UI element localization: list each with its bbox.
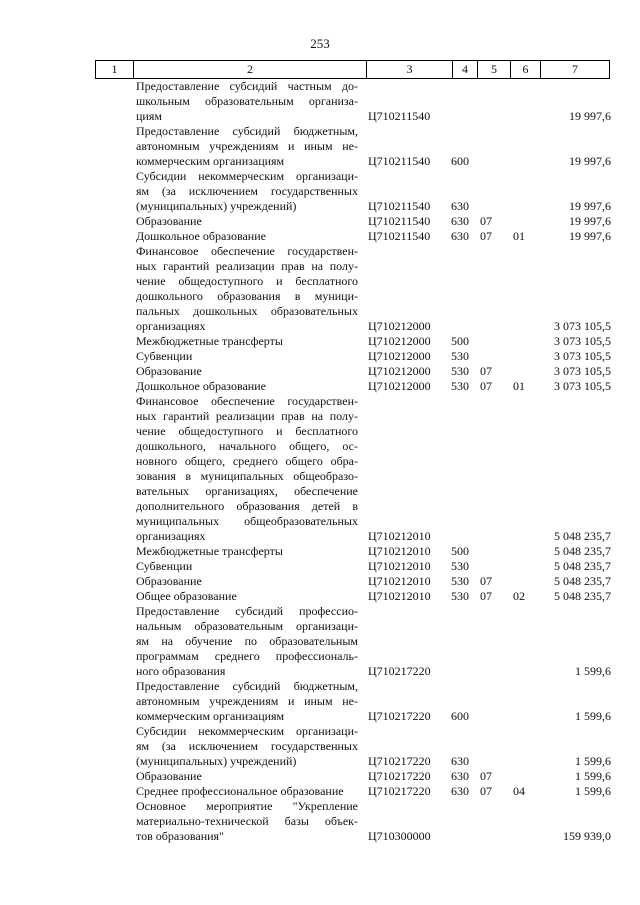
row-name	[136, 589, 362, 604]
row-name-line: Финансовое обеспечение государствен-	[136, 394, 358, 408]
row-name-line: школьным образовательным организа-	[136, 94, 358, 108]
row-code: Ц710211540	[368, 199, 431, 213]
row-code: Ц710212000	[368, 334, 431, 348]
table-row	[136, 214, 616, 229]
row-name-line: (муниципальных) учреждений)	[136, 199, 297, 213]
row-name-line: дошкольного, начального общего, ос-	[136, 439, 358, 453]
row-code: Ц710212010	[368, 574, 431, 588]
row-expense-type: 500	[451, 334, 469, 348]
row-name-line: (муниципальных) учреждений)	[136, 754, 297, 768]
row-name-line: ного образования	[136, 664, 226, 678]
row-name-line: циям	[136, 109, 162, 123]
row-code: Ц710217220	[368, 784, 431, 798]
row-sum: 19 997,6	[569, 199, 611, 213]
row-sum: 19 997,6	[569, 154, 611, 168]
row-name	[136, 124, 362, 169]
row-expense-type: 530	[451, 349, 469, 363]
row-name-line: ям (за исключением государственных	[136, 184, 358, 198]
row-sum: 3 073 105,5	[554, 364, 611, 378]
row-code: Ц710211540	[368, 214, 431, 228]
row-name-line: коммерческим организациям	[136, 709, 285, 723]
table-row	[136, 394, 616, 544]
row-name-line: Образование	[136, 364, 202, 378]
row-sum: 5 048 235,7	[554, 544, 611, 558]
row-name-line: Предоставление субсидий частным до-	[136, 79, 358, 93]
row-code: Ц710212010	[368, 529, 431, 543]
table-row	[136, 604, 616, 679]
row-name-line: Межбюджетные трансферты	[136, 334, 283, 348]
row-subsection: 01	[513, 379, 525, 393]
row-code: Ц710300000	[368, 829, 431, 843]
table-body	[136, 79, 616, 844]
header-col-6: 6	[510, 61, 540, 78]
table-row	[136, 79, 616, 124]
row-code: Ц710212010	[368, 559, 431, 573]
row-sum: 19 997,6	[569, 109, 611, 123]
table-row	[136, 379, 616, 394]
header-col-2: 2	[133, 61, 366, 78]
table-row	[136, 169, 616, 214]
row-name-line: Образование	[136, 574, 202, 588]
row-name-line: Субвенции	[136, 559, 193, 573]
row-name-line: вательных организациях, обеспечение	[136, 484, 358, 498]
row-name	[136, 364, 362, 379]
row-sum: 3 073 105,5	[554, 334, 611, 348]
row-code: Ц710212000	[368, 319, 431, 333]
row-name-line: ных гарантий реализации прав на полу-	[136, 259, 358, 273]
row-sum: 3 073 105,5	[554, 319, 611, 333]
table-row	[136, 364, 616, 379]
row-name	[136, 349, 362, 364]
row-name-line: коммерческим организациям	[136, 154, 285, 168]
row-name-line: программам среднего профессиональ-	[136, 649, 358, 663]
row-sum: 1 599,6	[575, 664, 611, 678]
row-code: Ц710217220	[368, 769, 431, 783]
row-code: Ц710211540	[368, 154, 431, 168]
table-row	[136, 334, 616, 349]
row-sum: 5 048 235,7	[554, 529, 611, 543]
row-sum: 1 599,6	[575, 784, 611, 798]
row-section: 07	[480, 589, 492, 603]
row-name-line: чение общедоступного и бесплатного	[136, 274, 358, 288]
row-name-line: чение общедоступного и бесплатного	[136, 424, 358, 438]
row-name-line: пальных дошкольных образовательных	[136, 304, 358, 318]
row-sum: 3 073 105,5	[554, 379, 611, 393]
row-section: 07	[480, 364, 492, 378]
row-name-line: ям (за исключением государственных	[136, 739, 358, 753]
row-name-line: Образование	[136, 769, 202, 783]
row-name-line: Предоставление субсидий бюджетным,	[136, 679, 358, 693]
row-expense-type: 530	[451, 589, 469, 603]
row-subsection: 01	[513, 229, 525, 243]
row-name-line: Субсидии некоммерческим организаци-	[136, 724, 358, 738]
row-name-line: Субсидии некоммерческим организаци-	[136, 169, 358, 183]
row-name	[136, 214, 362, 229]
row-expense-type: 630	[451, 754, 469, 768]
table-row	[136, 589, 616, 604]
row-code: Ц710212010	[368, 589, 431, 603]
row-name-line: ных гарантий реализации прав на полу-	[136, 409, 358, 423]
row-name-line: тов образования"	[136, 829, 224, 843]
row-section: 07	[480, 784, 492, 798]
row-sum: 1 599,6	[575, 754, 611, 768]
table-row	[136, 574, 616, 589]
header-col-3: 3	[366, 61, 452, 78]
row-name-line: автономным учреждениям и иным не-	[136, 139, 358, 153]
table-row	[136, 724, 616, 769]
row-name-line: Финансовое обеспечение государствен-	[136, 244, 358, 258]
header-col-4: 4	[452, 61, 477, 78]
row-code: Ц710217220	[368, 664, 431, 678]
row-code: Ц710212000	[368, 364, 431, 378]
row-name-line: Предоставление субсидий бюджетным,	[136, 124, 358, 138]
row-sum: 5 048 235,7	[554, 589, 611, 603]
row-name	[136, 799, 362, 844]
row-section: 07	[480, 214, 492, 228]
table-row	[136, 349, 616, 364]
row-expense-type: 530	[451, 574, 469, 588]
row-name	[136, 574, 362, 589]
row-name	[136, 229, 362, 244]
row-sum: 1 599,6	[575, 709, 611, 723]
row-expense-type: 630	[451, 214, 469, 228]
row-expense-type: 530	[451, 364, 469, 378]
row-name	[136, 79, 362, 124]
header-col-7: 7	[540, 61, 610, 78]
table-row	[136, 124, 616, 169]
row-code: Ц710217220	[368, 709, 431, 723]
table-row	[136, 769, 616, 784]
table-row	[136, 799, 616, 844]
row-name-line: Дошкольное образование	[136, 379, 266, 393]
row-name-line: Общее образование	[136, 589, 237, 603]
row-name-line: дополнительного образования детей в	[136, 499, 358, 513]
page-number: 253	[310, 36, 330, 51]
table-row	[136, 784, 616, 799]
row-code: Ц710212000	[368, 379, 431, 393]
row-sum: 159 939,0	[563, 829, 611, 843]
row-expense-type: 530	[451, 379, 469, 393]
row-name-line: ям на обучение по образовательным	[136, 634, 358, 648]
row-expense-type: 630	[451, 769, 469, 783]
row-subsection: 04	[513, 784, 525, 798]
row-sum: 5 048 235,7	[554, 559, 611, 573]
row-sum: 19 997,6	[569, 214, 611, 228]
row-name	[136, 604, 362, 679]
row-expense-type: 630	[451, 784, 469, 798]
row-expense-type: 600	[451, 154, 469, 168]
row-name-line: Основное мероприятие "Укрепление	[136, 799, 358, 813]
row-section: 07	[480, 379, 492, 393]
row-name-line: Субвенции	[136, 349, 193, 363]
row-subsection: 02	[513, 589, 525, 603]
row-name-line: нальным образовательным организаци-	[136, 619, 358, 633]
row-expense-type: 600	[451, 709, 469, 723]
row-name-line: организациях	[136, 319, 206, 333]
table-row	[136, 244, 616, 334]
row-sum: 19 997,6	[569, 229, 611, 243]
table-row	[136, 229, 616, 244]
row-name-line: новного общего, среднего общего обра-	[136, 454, 358, 468]
row-name	[136, 334, 362, 349]
row-name	[136, 169, 362, 214]
row-name-line: Межбюджетные трансферты	[136, 544, 283, 558]
row-name	[136, 544, 362, 559]
row-section: 07	[480, 769, 492, 783]
row-name-line: материально-технической базы объек-	[136, 814, 358, 828]
row-section: 07	[480, 574, 492, 588]
table-header	[95, 60, 610, 79]
header-col-5: 5	[477, 61, 510, 78]
row-name	[136, 784, 362, 799]
row-name-line: Предоставление субсидий профессио-	[136, 604, 358, 618]
row-name	[136, 394, 362, 544]
row-name-line: автономным учреждениям и иным не-	[136, 694, 358, 708]
row-name	[136, 244, 362, 334]
table-row	[136, 559, 616, 574]
row-name	[136, 559, 362, 574]
row-name-line: Образование	[136, 214, 202, 228]
row-section: 07	[480, 229, 492, 243]
header-col-1: 1	[95, 61, 133, 78]
table-row	[136, 679, 616, 724]
row-name-line: муниципальных общеобразовательных	[136, 514, 358, 528]
row-expense-type: 500	[451, 544, 469, 558]
row-name	[136, 679, 362, 724]
row-name	[136, 379, 362, 394]
table-row	[136, 544, 616, 559]
row-name	[136, 724, 362, 769]
row-name-line: Среднее профессиональное образование	[136, 784, 344, 798]
row-sum: 3 073 105,5	[554, 349, 611, 363]
row-name-line: Дошкольное образование	[136, 229, 266, 243]
row-expense-type: 630	[451, 229, 469, 243]
row-code: Ц710212010	[368, 544, 431, 558]
row-name	[136, 769, 362, 784]
row-code: Ц710211540	[368, 229, 431, 243]
row-sum: 5 048 235,7	[554, 574, 611, 588]
row-expense-type: 630	[451, 199, 469, 213]
row-code: Ц710211540	[368, 109, 431, 123]
row-name-line: организациях	[136, 529, 206, 543]
row-code: Ц710217220	[368, 754, 431, 768]
row-code: Ц710212000	[368, 349, 431, 363]
row-name-line: зования в муниципальных общеобразо-	[136, 469, 358, 483]
row-sum: 1 599,6	[575, 769, 611, 783]
row-name-line: дошкольного образования в муници-	[136, 289, 358, 303]
row-expense-type: 530	[451, 559, 469, 573]
